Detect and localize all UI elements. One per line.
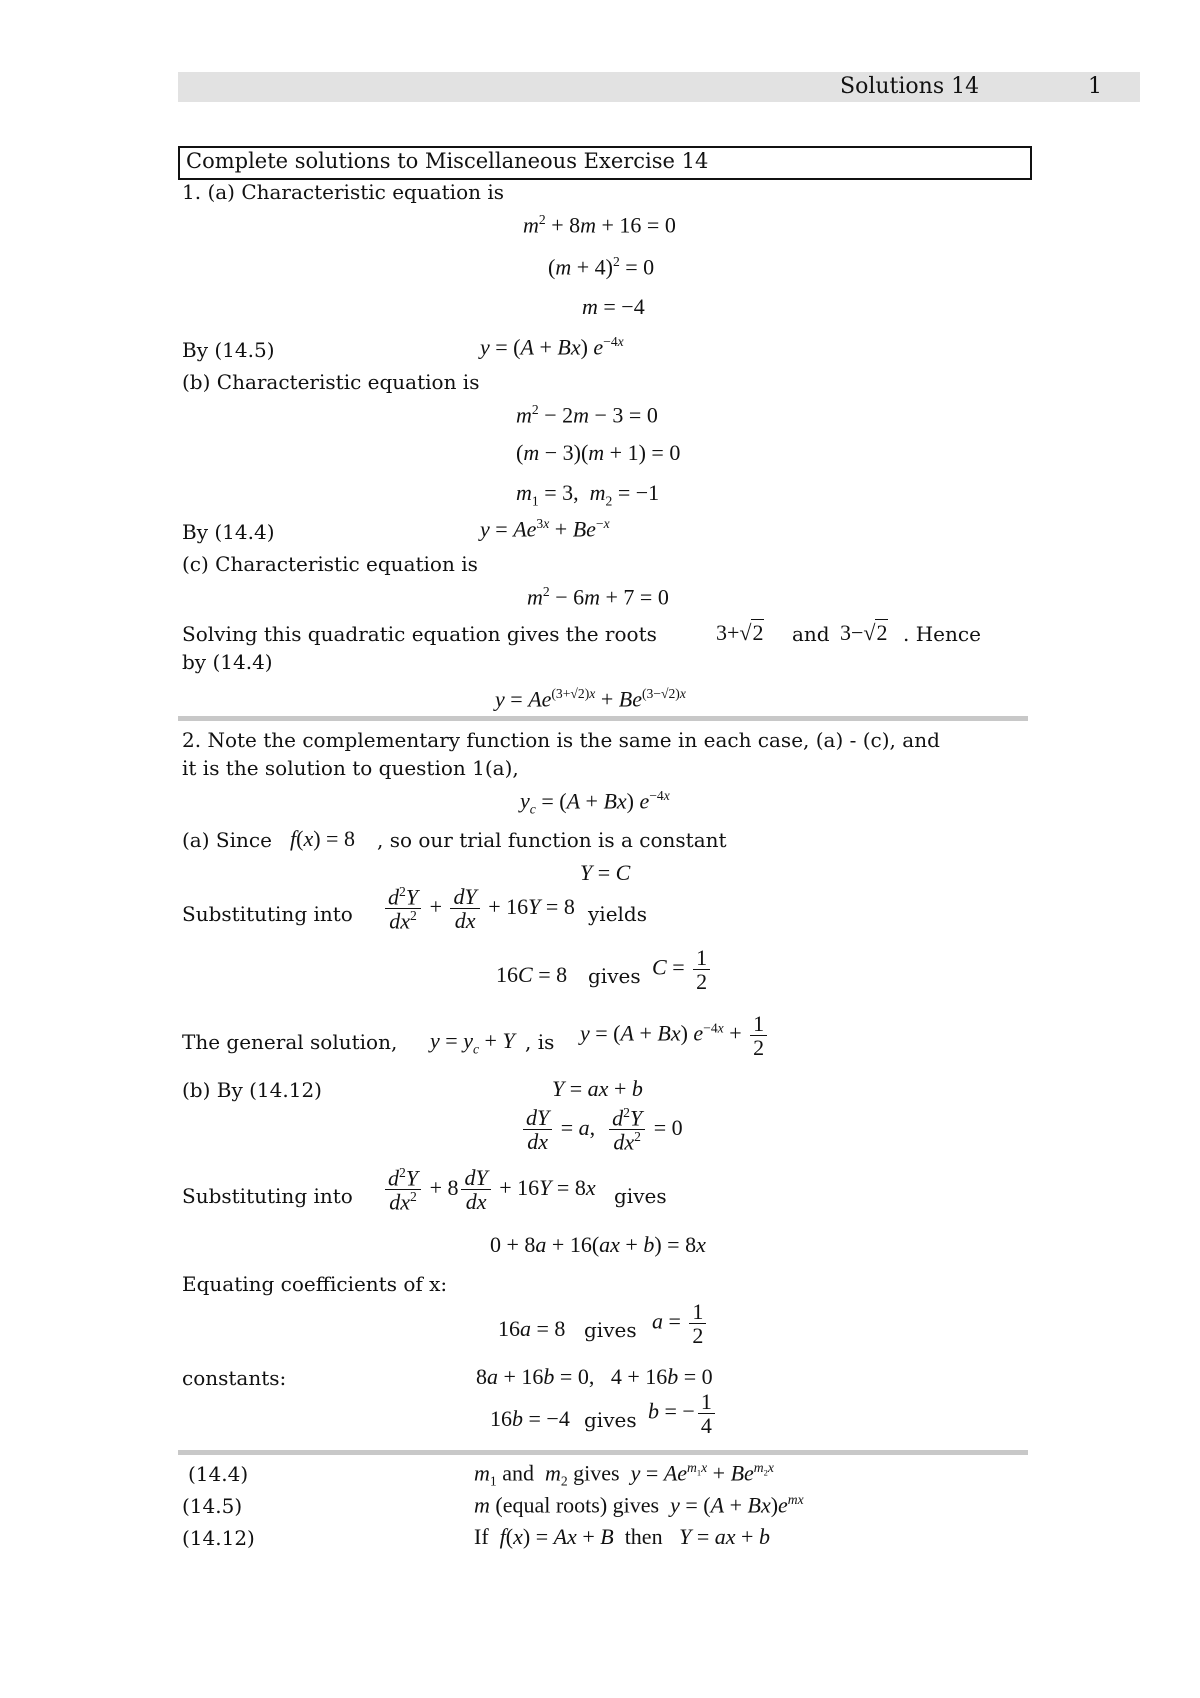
q2a-is: , is bbox=[525, 1030, 555, 1054]
q2a-fx: f(x) = 8 bbox=[290, 826, 355, 851]
q2b-gives: gives bbox=[614, 1184, 667, 1208]
q2a-gen-sol: y = (A + Bx) $e^{-4x}$ + $\frac{1}{2}$ bbox=[580, 1012, 770, 1059]
q2a-ode: $\frac{d^2Y}{dx^2}$ + $\frac{dY}{dx}$ + 16Y = 8 bbox=[382, 885, 575, 933]
q2b-subst: Substituting into bbox=[182, 1184, 353, 1208]
page-number: 1 bbox=[1088, 74, 1102, 99]
q1a-eq1: $m^2 + 8m + 16 = 0$ bbox=[523, 212, 676, 238]
q2a-general: The general solution, bbox=[182, 1030, 398, 1054]
q2a-gives: gives bbox=[588, 964, 641, 988]
q2b-const-eq: 8a + 16b = 0, 4 + 16b = 0 bbox=[476, 1364, 713, 1389]
q1c-root1: 3+√2 bbox=[716, 620, 764, 645]
q2a-Y: Y = C bbox=[580, 860, 631, 885]
q1c-and: and bbox=[792, 622, 830, 646]
page-title: Complete solutions to Miscellaneous Exercise 14 bbox=[186, 149, 709, 173]
q1a-by: By (14.5) bbox=[182, 338, 275, 362]
q2b-equating: Equating coefficients of x: bbox=[182, 1272, 448, 1296]
q1a-intro: 1. (a) Characteristic equation is bbox=[182, 180, 505, 204]
q1b-eq3: $m_1 = 3$, $m_2 = -1$ bbox=[516, 480, 660, 509]
q2-yc: $y_c = (A + Bx)$ $e^{-4x}$ bbox=[520, 788, 670, 817]
divider-1 bbox=[178, 716, 1028, 721]
q2b-16a: 16a = 8 bbox=[498, 1316, 566, 1341]
q2b-by: (b) By (14.12) bbox=[182, 1078, 322, 1102]
q2b-eq: 0 + 8a + 16(ax + b) = 8x bbox=[490, 1232, 706, 1257]
q1c-intro: (c) Characteristic equation is bbox=[182, 552, 478, 576]
ref-label-14-4: (14.4) bbox=[188, 1462, 249, 1486]
q2b-b: b = − $\frac{1}{4}$ bbox=[648, 1390, 718, 1437]
q1c-root2: 3−√2 bbox=[840, 620, 888, 645]
header-title: Solutions 14 bbox=[840, 74, 980, 99]
q2a-16c: 16C = 8 bbox=[496, 962, 568, 987]
ref-text-14-4: $m_1$ and $m_2$ gives $y = Ae^{m_1x} + Be^{m_2x}$ bbox=[474, 1460, 774, 1489]
q2b-a: a = $\frac{1}{2}$ bbox=[652, 1300, 709, 1347]
q1a-eq2: $(m + 4)^2 = 0$ bbox=[548, 254, 655, 280]
q1b-by: By (14.4) bbox=[182, 520, 275, 544]
q2a-subst: Substituting into bbox=[182, 902, 353, 926]
divider-2 bbox=[178, 1450, 1028, 1455]
q2b-gives3: gives bbox=[584, 1408, 637, 1432]
q1b-eq1: $m^2 - 2m - 3 = 0$ bbox=[516, 402, 658, 428]
q2b-ode: $\frac{d^2Y}{dx^2}$ + 8 $\frac{dY}{dx}$ + 16Y = 8x bbox=[382, 1166, 596, 1214]
q1b-intro: (b) Characteristic equation is bbox=[182, 370, 480, 394]
q2-intro2: it is the solution to question 1(a), bbox=[182, 756, 519, 780]
q1c-text1: Solving this quadratic equation gives the roots bbox=[182, 622, 657, 646]
q1a-eq3: m = −4 bbox=[582, 294, 645, 319]
q2a-C: C = $\frac{1}{2}$ bbox=[652, 946, 713, 993]
q2a-since: (a) Since bbox=[182, 828, 272, 852]
q2a-trial: , so our trial function is a constant bbox=[377, 828, 727, 852]
q2b-Y: Y = ax + b bbox=[552, 1076, 643, 1101]
q1b-solution: $y = Ae^{3x} + Be^{-x}$ bbox=[480, 516, 610, 542]
q1c-eq1: $m^2 - 6m + 7 = 0$ bbox=[527, 584, 669, 610]
ref-text-14-5: m (equal roots) gives $y = (A + Bx)e^{mx}$ bbox=[474, 1492, 804, 1518]
q1b-eq2: (m − 3)(m + 1) = 0 bbox=[516, 440, 681, 465]
q2a-yields: yields bbox=[588, 902, 647, 926]
ref-label-14-5: (14.5) bbox=[182, 1494, 243, 1518]
q2b-derivs: $\frac{dY}{dx}$ = a, $\frac{d^2Y}{dx^2}$ = 0 bbox=[520, 1106, 683, 1154]
q1a-solution: y = (A + Bx) $e^{-4x}$ bbox=[480, 334, 624, 360]
q2-intro1: 2. Note the complementary function is the same in each case, (a) - (c), and bbox=[182, 728, 940, 752]
q2a-gen-eq: $y = y_c + Y$ bbox=[430, 1028, 515, 1057]
q2b-gives2: gives bbox=[584, 1318, 637, 1342]
ref-text-14-12: If f(x) = Ax + B then Y = ax + b bbox=[474, 1524, 770, 1549]
q2b-16b: 16b = −4 bbox=[490, 1406, 570, 1431]
q2b-constants: constants: bbox=[182, 1366, 287, 1390]
q1c-solution: $y = Ae^{(3+√2)x} + Be^{(3-√2)x}$ bbox=[495, 686, 686, 712]
ref-label-14-12: (14.12) bbox=[182, 1526, 255, 1550]
q1c-text2: . Hence bbox=[903, 622, 981, 646]
q1c-text3: by (14.4) bbox=[182, 650, 273, 674]
header-band bbox=[178, 72, 1140, 102]
